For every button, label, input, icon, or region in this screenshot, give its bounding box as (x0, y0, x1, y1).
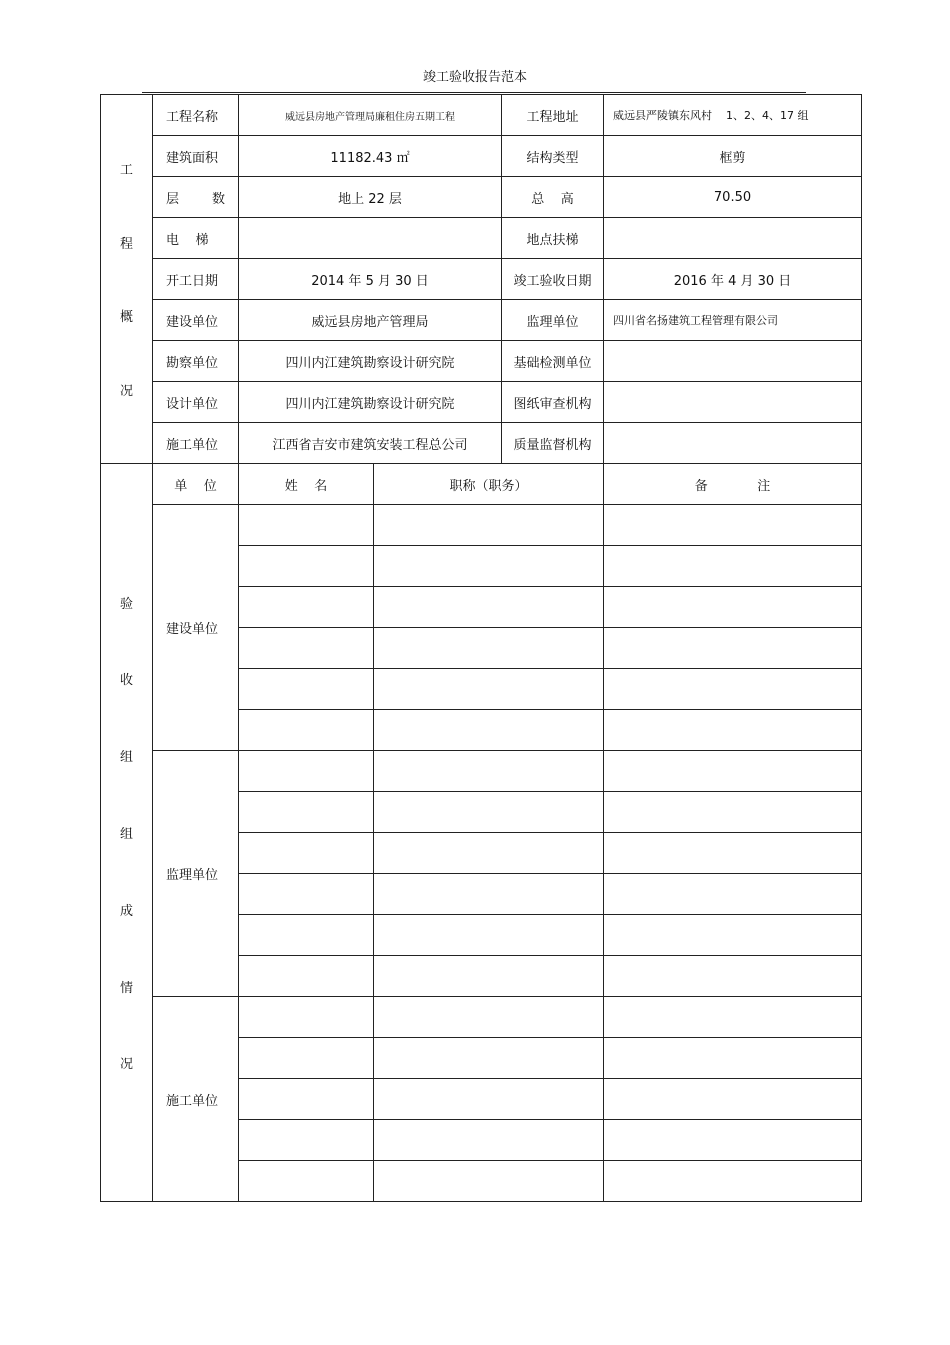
field-value (604, 218, 862, 259)
member-title-cell[interactable] (374, 505, 604, 546)
field-label: 建设单位 (153, 300, 239, 341)
member-remark-cell[interactable] (604, 628, 862, 669)
header-unit: 单 位 (153, 464, 239, 505)
member-title-cell[interactable] (374, 710, 604, 751)
field-value (604, 423, 862, 464)
field-value (604, 382, 862, 423)
field-value (604, 341, 862, 382)
member-title-cell[interactable] (374, 587, 604, 628)
overview-row (101, 423, 862, 464)
member-remark-cell[interactable] (604, 710, 862, 751)
header-name: 姓 名 (239, 464, 374, 505)
section-char: 成 (119, 903, 133, 919)
field-value: 四川内江建筑勘察设计研究院 (239, 382, 502, 423)
member-title-cell[interactable] (374, 997, 604, 1038)
section-char: 况 (119, 1057, 133, 1073)
overview-row (101, 218, 862, 259)
member-remark-cell[interactable] (604, 1120, 862, 1161)
member-name-cell[interactable] (239, 1079, 374, 1120)
overview-row (101, 300, 862, 341)
overview-row (101, 95, 862, 136)
overview-row (101, 177, 862, 218)
section-char: 概 (119, 310, 133, 326)
overview-section-chars (101, 159, 152, 399)
member-title-cell[interactable] (374, 792, 604, 833)
field-label: 基础检测单位 (502, 341, 604, 382)
acceptance-report-form (100, 94, 862, 1202)
member-name-cell[interactable] (239, 546, 374, 587)
member-name-cell[interactable] (239, 1161, 374, 1202)
member-remark-cell[interactable] (604, 587, 862, 628)
member-title-cell[interactable] (374, 628, 604, 669)
member-title-cell[interactable] (374, 1079, 604, 1120)
committee-member-row (101, 505, 862, 546)
member-name-cell[interactable] (239, 833, 374, 874)
field-label: 设计单位 (153, 382, 239, 423)
field-label: 地点扶梯 (502, 218, 604, 259)
committee-unit-cell: 监理单位 (153, 751, 239, 997)
field-value: 威远县严陵镇东风村 1、2、4、17 组 (604, 95, 862, 136)
committee-unit-cell: 建设单位 (153, 505, 239, 751)
overview-section (101, 95, 862, 464)
field-label: 勘察单位 (153, 341, 239, 382)
overview-row (101, 136, 862, 177)
section-char: 验 (119, 596, 133, 612)
field-value: 江西省吉安市建筑安装工程总公司 (239, 423, 502, 464)
member-name-cell[interactable] (239, 505, 374, 546)
document-title: 竣工验收报告范本 (422, 70, 527, 85)
field-label: 施工单位 (153, 423, 239, 464)
member-remark-cell[interactable] (604, 505, 862, 546)
committee-member-row (101, 997, 862, 1038)
field-value: 四川省名扬建筑工程管理有限公司 (604, 300, 862, 341)
member-remark-cell[interactable] (604, 669, 862, 710)
overview-row (101, 382, 862, 423)
member-title-cell[interactable] (374, 1038, 604, 1079)
field-label: 层 数 (153, 177, 239, 218)
member-remark-cell[interactable] (604, 792, 862, 833)
field-label: 监理单位 (502, 300, 604, 341)
overview-row (101, 259, 862, 300)
member-title-cell[interactable] (374, 833, 604, 874)
field-value (239, 218, 502, 259)
overview-row (101, 341, 862, 382)
member-remark-cell[interactable] (604, 1079, 862, 1120)
member-title-cell[interactable] (374, 546, 604, 587)
field-value: 70.50 (604, 177, 862, 218)
committee-unit-cell: 施工单位 (153, 997, 239, 1202)
header-remark: 备 注 (604, 464, 862, 505)
member-name-cell[interactable] (239, 751, 374, 792)
member-name-cell[interactable] (239, 710, 374, 751)
field-value: 11182.43 ㎡ (239, 136, 502, 177)
field-label: 工程名称 (153, 95, 239, 136)
overview-section-label (101, 95, 153, 464)
member-remark-cell[interactable] (604, 833, 862, 874)
member-name-cell[interactable] (239, 792, 374, 833)
committee-header-row (101, 464, 862, 505)
section-char: 组 (119, 750, 133, 766)
member-title-cell[interactable] (374, 874, 604, 915)
member-title-cell[interactable] (374, 1161, 604, 1202)
member-title-cell[interactable] (374, 1120, 604, 1161)
field-value: 框剪 (604, 136, 862, 177)
member-name-cell[interactable] (239, 915, 374, 956)
field-label: 电 梯 (153, 218, 239, 259)
member-title-cell[interactable] (374, 751, 604, 792)
field-value: 威远县房地产管理局 (239, 300, 502, 341)
section-char: 程 (119, 236, 133, 252)
member-title-cell[interactable] (374, 956, 604, 997)
member-name-cell[interactable] (239, 628, 374, 669)
member-name-cell[interactable] (239, 956, 374, 997)
committee-member-row (101, 751, 862, 792)
field-label: 图纸审查机构 (502, 382, 604, 423)
section-char: 况 (119, 383, 133, 399)
field-label: 总 高 (502, 177, 604, 218)
field-label: 竣工验收日期 (502, 259, 604, 300)
field-value: 地上 22 层 (239, 177, 502, 218)
member-remark-cell[interactable] (604, 915, 862, 956)
member-name-cell[interactable] (239, 1120, 374, 1161)
title-underline (142, 92, 806, 93)
member-name-cell[interactable] (239, 874, 374, 915)
member-remark-cell[interactable] (604, 1038, 862, 1079)
member-name-cell[interactable] (239, 997, 374, 1038)
field-label: 结构类型 (502, 136, 604, 177)
field-label: 建筑面积 (153, 136, 239, 177)
member-name-cell[interactable] (239, 1038, 374, 1079)
member-name-cell[interactable] (239, 587, 374, 628)
section-char: 工 (119, 163, 133, 178)
member-name-cell[interactable] (239, 669, 374, 710)
member-title-cell[interactable] (374, 915, 604, 956)
committee-section-label (101, 464, 153, 1202)
committee-section-chars (101, 593, 152, 1073)
member-remark-cell[interactable] (604, 874, 862, 915)
member-remark-cell[interactable] (604, 546, 862, 587)
field-value: 2016 年 4 月 30 日 (604, 259, 862, 300)
field-label: 工程地址 (502, 95, 604, 136)
field-label: 开工日期 (153, 259, 239, 300)
member-title-cell[interactable] (374, 669, 604, 710)
field-value: 威远县房地产管理局廉租住房五期工程 (239, 95, 502, 136)
field-label: 质量监督机构 (502, 423, 604, 464)
section-char: 收 (119, 673, 133, 689)
committee-section (101, 464, 862, 1202)
section-char: 情 (119, 980, 133, 996)
field-value: 2014 年 5 月 30 日 (239, 259, 502, 300)
member-remark-cell[interactable] (604, 1161, 862, 1202)
member-remark-cell[interactable] (604, 997, 862, 1038)
section-char: 组 (119, 826, 133, 842)
field-value: 四川内江建筑勘察设计研究院 (239, 341, 502, 382)
member-remark-cell[interactable] (604, 956, 862, 997)
header-title: 职称（职务） (374, 464, 604, 505)
member-remark-cell[interactable] (604, 751, 862, 792)
